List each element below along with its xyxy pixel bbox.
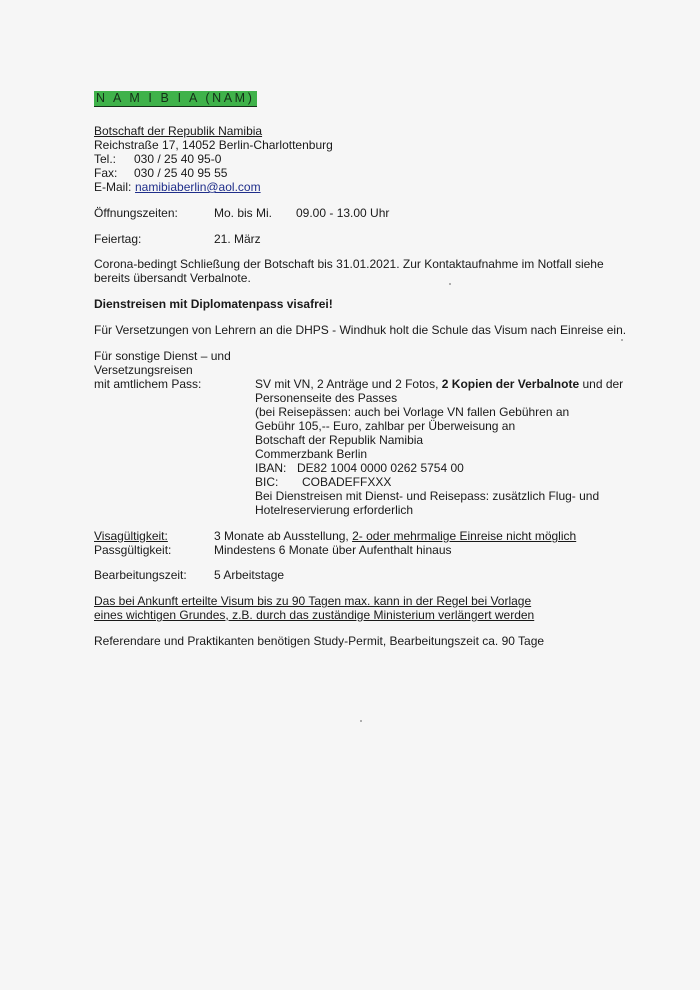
other-label-line1: Für sonstige Dienst – und [94, 349, 231, 363]
processing-value: 5 Arbeitstage [214, 568, 285, 582]
fax-label: Fax: [94, 166, 118, 180]
holiday-label: Feiertag: [94, 232, 142, 246]
bic-value: COBADEFFXXX [302, 475, 392, 489]
pass-validity-value: Mindestens 6 Monate über Aufenthalt hinaus [214, 543, 452, 557]
extension-line1: Das bei Ankunft erteilte Visum bis zu 90 Tagen max. kann in der Regel bei Vorlage [94, 594, 532, 608]
visa-validity-label: Visagültigkeit: [94, 529, 168, 543]
corona-notice-line2: bereits übersandt Verbalnote. [94, 271, 251, 285]
corona-notice-line1: Corona-bedingt Schließung der Botschaft bis 31.01.2021. Zur Kontaktaufnahme im Notfall siehe [94, 257, 604, 271]
bank-recipient: Botschaft der Republik Namibia [255, 433, 424, 447]
requirements-text: SV mit VN, 2 Anträge und 2 Fotos, [255, 377, 442, 391]
bic-label: BIC: [255, 475, 279, 489]
requirements-line1 [255, 377, 623, 391]
diplomatic-note: Dienstreisen mit Diplomatenpass visafrei! [94, 297, 333, 311]
visa-validity-value [214, 529, 576, 543]
extension-line2: eines wichtigen Grundes, z.B. durch das zuständige Ministerium verlängert werden [94, 608, 535, 622]
scan-speck [360, 720, 362, 722]
fax-value: 030 / 25 40 95 55 [134, 166, 228, 180]
processing-label: Bearbeitungszeit: [94, 568, 187, 582]
hours-label: Öffnungszeiten: [94, 206, 178, 220]
email-link[interactable]: namibiaberlin@aol.com [135, 180, 261, 194]
tel-label: Tel.: [94, 152, 117, 166]
service-note-line2: Hotelreservierung erforderlich [255, 503, 414, 517]
visa-validity-text: 3 Monate ab Ausstellung, [214, 529, 353, 543]
country-title: N A M I B I A (NAM) [94, 91, 257, 107]
iban-label: IBAN: [255, 461, 287, 475]
scan-speck [621, 339, 623, 341]
trainees-note: Referendare und Praktikanten benötigen Study-Permit, Bearbeitungszeit ca. 90 Tage [94, 634, 545, 648]
hours-days: Mo. bis Mi. [214, 206, 273, 220]
email-label: E-Mail: [94, 180, 132, 194]
tel-value: 030 / 25 40 95-0 [134, 152, 222, 166]
requirements-bold: 2 Kopien der Verbalnote [441, 377, 580, 391]
other-label-line3: mit amtlichem Pass: [94, 377, 202, 391]
visa-entry-note: 2- oder mehrmalige Einreise nicht möglich [352, 529, 577, 543]
holiday-value: 21. März [214, 232, 261, 246]
pass-validity-label: Passgültigkeit: [94, 543, 172, 557]
service-note-line1: Bei Dienstreisen mit Dienst- und Reisepass: zusätzlich Flug- und [255, 489, 600, 503]
bank-name: Commerzbank Berlin [255, 447, 368, 461]
requirements-line2: Personenseite des Passes [255, 391, 398, 405]
other-label-line2: Versetzungsreisen [94, 363, 193, 377]
iban-value: DE82 1004 0000 0262 5754 00 [297, 461, 464, 475]
embassy-address: Reichstraße 17, 14052 Berlin-Charlottenburg [94, 138, 333, 152]
fee-line1: (bei Reisepässen: auch bei Vorlage VN fallen Gebühren an [255, 405, 570, 419]
scan-speck [449, 283, 451, 285]
requirements-end: und der [579, 377, 624, 391]
hours-time: 09.00 - 13.00 Uhr [296, 206, 390, 220]
teachers-note: Für Versetzungen von Lehrern an die DHPS - Windhuk holt die Schule das Visum nach Einreise ein. [94, 323, 627, 337]
fee-line2: Gebühr 105,-- Euro, zahlbar per Überweisung an [255, 419, 516, 433]
embassy-name: Botschaft der Republik Namibia [94, 124, 263, 138]
